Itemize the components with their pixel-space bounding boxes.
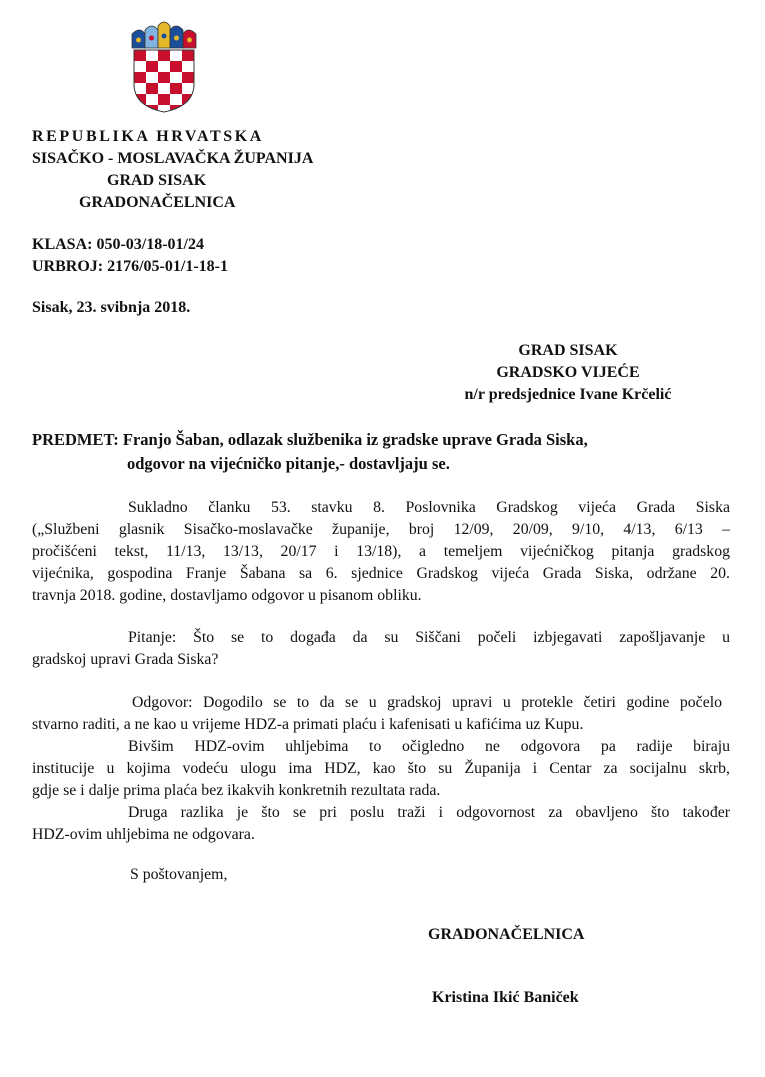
recipient-line2: GRADSKO VIJEĆE [496,364,640,381]
shield-check-square [158,72,170,83]
body-paragraph-4 [32,736,730,802]
body-paragraph-answer [32,692,722,736]
body-paragraph-1 [32,497,730,607]
croatian-coat-of-arms-icon [126,14,202,114]
recipient-line1: GRAD SISAK [518,342,618,359]
signature-name: Kristina Ikić Baniček [432,989,579,1006]
shield-check-square [170,83,182,94]
body-p1-line: („Službeni glasnik Sisačko-moslavačke županije, broj 12/09, 20/09, 9/10, 4/13, 6/13 – [32,521,730,538]
signature-title: GRADONAČELNICA [428,926,585,943]
reference-klasa: KLASA: 050-03/18-01/24 [32,236,204,253]
body-p5-line: HDZ-ovim uhljebima ne odgovara. [32,826,255,843]
recipient-line3: n/r predsjednice Ivane Krčelić [464,386,672,403]
shield-check-square [158,50,170,61]
shield-check-square [134,94,146,105]
body-p4-line: Bivšim HDZ-ovim uhljebima to očigledno ne odgovora pa radije biraju [128,738,730,755]
shield-check-square [146,61,158,72]
body-p5-line: Druga razlika je što se pri poslu traži i odgovornost za obavljeno što također [128,804,730,821]
body-paragraph-5 [32,802,730,846]
shield-check-square [146,83,158,94]
body-p4-line: institucije u kojima vodeću ulogu ima HDZ, kao što su Županija i Centar za socijalnu skrb, [32,760,730,777]
body-p1-line: Sukladno članku 53. stavku 8. Poslovnika Gradskog vijeća Grada Siska [128,499,730,516]
body-p1-line: travnja 2018. godine, dostavljamo odgovor u pisanom obliku. [32,587,422,604]
body-p2-line: gradskoj upravi Grada Siska? [32,651,219,668]
shield-check-square [170,61,182,72]
body-p1-line: pročišćeni tekst, 11/13, 13/13, 20/17 i 13/18), a temeljem vijećničkog pitanja gradskog [32,543,730,560]
body-p2-line: Pitanje: Što se to događa da su Siščani počeli izbjegavati zapošljavanje u [128,629,730,646]
shield-check-square [158,94,170,105]
shield-check-square [182,72,194,83]
body-p3-line: Odgovor: Dogodilo se to da se u gradskoj upravi u protekle četiri godine počelo [132,694,722,711]
checkered-shield [134,50,194,114]
reference-urbroj: URBROJ: 2176/05-01/1-18-1 [32,258,228,275]
shield-check-square [134,50,146,61]
crown [132,22,196,48]
body-paragraph-question [32,627,730,671]
shield-check-square [182,94,194,105]
body-p4-line: gdje se i dalje prima plaća bez ikakvih konkretnih rezultata rada. [32,782,441,799]
body-p3-line: stvarno raditi, a ne kao u vrijeme HDZ-a primati plaću i kafenisati u kafićima uz Kupu. [32,716,584,733]
shield-check-square [134,72,146,83]
subject-line1: PREDMET: Franjo Šaban, odlazak službenika iz gradske uprave Grada Siska, [32,430,588,449]
body-p1-line: vijećnika, gospodina Franje Šabana sa 6. sjednice Gradskog vijeća Grada Siska, održane 20. [32,565,730,582]
shield-check-square [182,50,194,61]
header-county: SISAČKO - MOSLAVAČKA ŽUPANIJA [32,150,314,167]
place-date: Sisak, 23. svibnja 2018. [32,299,191,316]
header-city: GRAD SISAK [107,172,207,189]
closing: S poštovanjem, [130,866,228,883]
header-country: REPUBLIKA HRVATSKA [32,128,264,145]
header-office: GRADONAČELNICA [79,194,236,211]
subject-line2: odgovor na vijećničko pitanje,- dostavljaju se. [127,454,450,473]
